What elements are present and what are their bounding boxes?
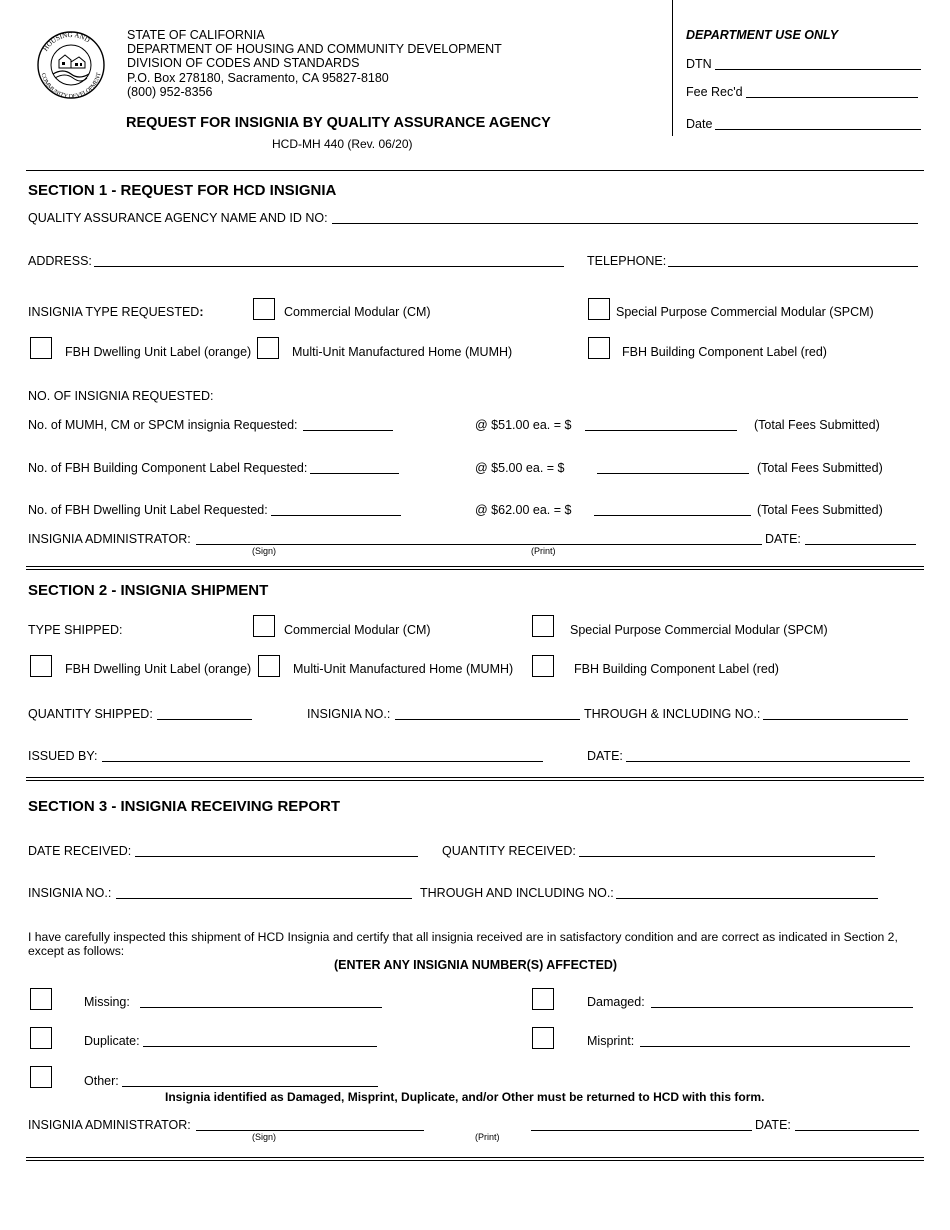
dept-date-label: Date: [686, 117, 713, 131]
no-insignia-requested-heading: NO. OF INSIGNIA REQUESTED:: [28, 389, 214, 403]
shipped-date-field[interactable]: [626, 761, 910, 762]
agency-name-label: QUALITY ASSURANCE AGENCY NAME AND ID NO:: [28, 211, 328, 225]
shipped-through-field[interactable]: [763, 719, 908, 720]
qty-shipped-field[interactable]: [157, 719, 252, 720]
duplicate-label: Duplicate:: [84, 1034, 140, 1048]
fee-row-price: @ $5.00 ea. = $: [475, 461, 565, 475]
qty-mumh-cm-spcm-field[interactable]: [303, 430, 393, 431]
receiving-date-label: DATE:: [755, 1118, 791, 1132]
date-received-label: DATE RECEIVED:: [28, 844, 132, 858]
agency-name-field[interactable]: [332, 223, 918, 224]
shipped-spcm-label: Special Purpose Commercial Modular (SPCM): [570, 623, 828, 637]
shipped-date-label: DATE:: [587, 749, 623, 763]
address-field[interactable]: [94, 266, 564, 267]
issued-by-field[interactable]: [102, 761, 543, 762]
shipped-fbh-component-label: FBH Building Component Label (red): [574, 662, 779, 676]
shipped-cm-label: Commercial Modular (CM): [284, 623, 431, 637]
telephone-field[interactable]: [668, 266, 918, 267]
shipped-spcm-checkbox[interactable]: [532, 615, 554, 637]
duplicate-field[interactable]: [143, 1046, 377, 1047]
enter-numbers-instruction: (ENTER ANY INSIGNIA NUMBER(S) AFFECTED): [334, 958, 618, 972]
received-through-label: THROUGH AND INCLUDING NO.:: [420, 886, 614, 900]
qty-shipped-label: QUANTITY SHIPPED:: [28, 707, 153, 721]
header-divider: [26, 170, 924, 171]
print-caption: (Print): [475, 1132, 500, 1142]
section-1-title: SECTION 1 - REQUEST FOR HCD INSIGNIA: [28, 182, 337, 199]
certification-line-2: except as follows:: [28, 944, 125, 958]
shipped-cm-checkbox[interactable]: [253, 615, 275, 637]
date-received-field[interactable]: [135, 856, 418, 857]
section-1-divider: [26, 566, 924, 570]
missing-field[interactable]: [140, 1007, 382, 1008]
total-fbh-dwelling-field[interactable]: [594, 515, 751, 516]
shipped-insignia-no-label: INSIGNIA NO.:: [307, 707, 391, 721]
print-caption: (Print): [531, 546, 556, 556]
fbh-dwelling-label: FBH Dwelling Unit Label (orange): [65, 345, 252, 359]
shipped-mumh-label: Multi-Unit Manufactured Home (MUMH): [293, 662, 514, 676]
qty-received-label: QUANTITY RECEIVED:: [442, 844, 576, 858]
fee-row-label: No. of FBH Dwelling Unit Label Requested:: [28, 503, 268, 517]
admin-date-field[interactable]: [805, 544, 916, 545]
agency-address-block: [127, 28, 502, 99]
insignia-type-label: INSIGNIA TYPE REQUESTED:: [28, 305, 204, 319]
telephone-label: TELEPHONE:: [587, 254, 667, 268]
dept-date-field[interactable]: [715, 129, 921, 130]
cm-checkbox[interactable]: [253, 298, 275, 320]
qty-received-field[interactable]: [579, 856, 875, 857]
dtn-field[interactable]: [715, 69, 921, 70]
fbh-component-label: FBH Building Component Label (red): [622, 345, 827, 359]
section-3-title: SECTION 3 - INSIGNIA RECEIVING REPORT: [28, 798, 340, 815]
received-through-field[interactable]: [616, 898, 878, 899]
fee-row-total: (Total Fees Submitted): [754, 418, 880, 432]
shipped-mumh-checkbox[interactable]: [258, 655, 280, 677]
fee-row-label: No. of FBH Building Component Label Requested:: [28, 461, 308, 475]
cm-label: Commercial Modular (CM): [284, 305, 431, 319]
missing-checkbox[interactable]: [30, 988, 52, 1010]
section-2-divider: [26, 777, 924, 781]
shipped-insignia-no-field[interactable]: [395, 719, 580, 720]
damaged-field[interactable]: [651, 1007, 913, 1008]
svg-text:HOUSING AND: HOUSING AND: [41, 30, 92, 53]
section-2-title: SECTION 2 - INSIGNIA SHIPMENT: [28, 582, 269, 599]
sign-caption: (Sign): [252, 546, 277, 556]
receiving-admin-print-field[interactable]: [531, 1130, 752, 1131]
misprint-label: Misprint:: [587, 1034, 635, 1048]
other-field[interactable]: [122, 1086, 378, 1087]
svg-text:COMMUNITY DEVELOPMENT: COMMUNITY DEVELOPMENT: [39, 72, 103, 100]
receiving-date-field[interactable]: [795, 1130, 919, 1131]
spcm-checkbox[interactable]: [588, 298, 610, 320]
form-number: HCD-MH 440 (Rev. 06/20): [272, 137, 413, 151]
admin-date-label: DATE:: [765, 532, 801, 546]
fee-recd-field[interactable]: [746, 97, 918, 98]
other-label: Other:: [84, 1074, 119, 1088]
address-label: ADDRESS:: [28, 254, 92, 268]
mumh-label: Multi-Unit Manufactured Home (MUMH): [292, 345, 513, 359]
duplicate-checkbox[interactable]: [30, 1027, 52, 1049]
damaged-label: Damaged:: [587, 995, 645, 1009]
other-checkbox[interactable]: [30, 1066, 52, 1088]
dept-use-title: DEPARTMENT USE ONLY: [686, 28, 839, 42]
admin-sign-print-field[interactable]: [196, 544, 762, 545]
shipped-fbh-dwelling-label: FBH Dwelling Unit Label (orange): [65, 662, 252, 676]
total-mumh-cm-spcm-field[interactable]: [585, 430, 737, 431]
fee-row-label: No. of MUMH, CM or SPCM insignia Requested:: [28, 418, 298, 432]
agency-line: STATE OF CALIFORNIA: [127, 28, 265, 42]
received-insignia-no-field[interactable]: [116, 898, 412, 899]
shipped-through-label: THROUGH & INCLUDING NO.:: [584, 707, 761, 721]
fee-recd-label: Fee Rec'd: [686, 85, 743, 99]
missing-label: Missing:: [84, 995, 130, 1009]
fee-row-total: (Total Fees Submitted): [757, 503, 883, 517]
fbh-component-checkbox[interactable]: [588, 337, 610, 359]
qty-fbh-component-field[interactable]: [310, 473, 399, 474]
receiving-admin-label: INSIGNIA ADMINISTRATOR:: [28, 1118, 191, 1132]
footer-divider: [26, 1157, 924, 1161]
mumh-checkbox[interactable]: [257, 337, 279, 359]
return-note: Insignia identified as Damaged, Misprint, Duplicate, and/or Other must be returned to HCD with this form.: [165, 1090, 765, 1104]
qty-fbh-dwelling-field[interactable]: [271, 515, 401, 516]
fee-row-total: (Total Fees Submitted): [757, 461, 883, 475]
agency-line: DEPARTMENT OF HOUSING AND COMMUNITY DEVELOPMENT: [127, 42, 502, 57]
total-fbh-component-field[interactable]: [597, 473, 749, 474]
fee-row-price: @ $62.00 ea. = $: [475, 503, 572, 517]
issued-by-label: ISSUED BY:: [28, 749, 98, 763]
agency-line: P.O. Box 278180, Sacramento, CA 95827-8180: [127, 70, 389, 85]
type-shipped-label: TYPE SHIPPED:: [28, 623, 123, 637]
dtn-label: DTN: [686, 57, 712, 71]
dept-use-divider: [672, 0, 673, 136]
shipped-fbh-component-checkbox[interactable]: [532, 655, 554, 677]
sign-caption: (Sign): [252, 1132, 277, 1142]
admin-label: INSIGNIA ADMINISTRATOR:: [28, 532, 191, 546]
fee-row-price: @ $51.00 ea. = $: [475, 418, 572, 432]
fbh-dwelling-checkbox[interactable]: [30, 337, 52, 359]
received-insignia-no-label: INSIGNIA NO.:: [28, 886, 112, 900]
spcm-label: Special Purpose Commercial Modular (SPCM): [616, 305, 874, 319]
agency-line: (800) 952-8356: [127, 84, 213, 99]
misprint-field[interactable]: [640, 1046, 910, 1047]
hcd-seal-logo: [29, 30, 113, 100]
receiving-admin-sign-field[interactable]: [196, 1130, 424, 1131]
damaged-checkbox[interactable]: [532, 988, 554, 1010]
misprint-checkbox[interactable]: [532, 1027, 554, 1049]
shipped-fbh-dwelling-checkbox[interactable]: [30, 655, 52, 677]
form-title: REQUEST FOR INSIGNIA BY QUALITY ASSURANCE AGENCY: [126, 115, 551, 131]
certification-line-1: I have carefully inspected this shipment of HCD Insignia and certify that all insignia received are in satisfactory condition and are correct as indicated in Section 2,: [28, 930, 898, 944]
agency-line: DIVISION OF CODES AND STANDARDS: [127, 56, 360, 71]
